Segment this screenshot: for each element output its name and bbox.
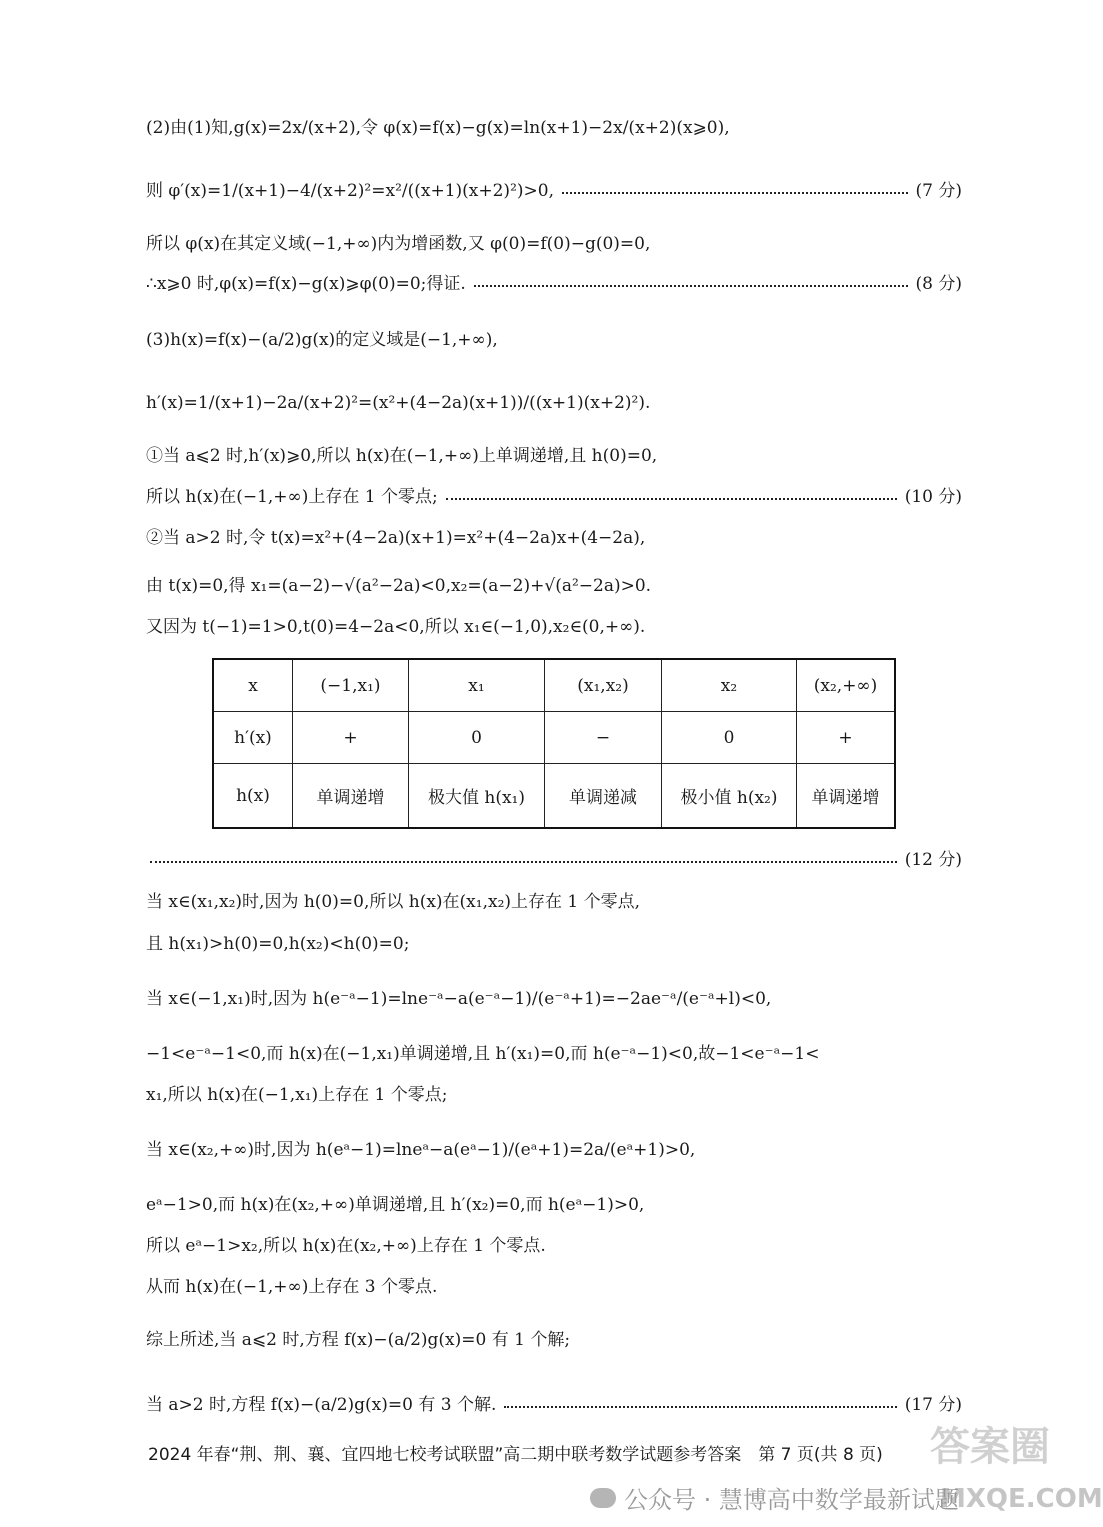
answer-line: 所以 eᵃ−1>x₂,所以 h(x)在(x₂,+∞)上存在 1 个零点. — [146, 1236, 546, 1256]
table-cell: 单调递减 — [545, 764, 662, 828]
page-footer: 2024 年春“荆、荆、襄、宜四地七校考试联盟”高二期中联考数学试题参考答案 第 7 页(共 8 页) — [148, 1445, 883, 1465]
answer-line: (2)由(1)知,g(x)=2x/(x+2),令 φ(x)=f(x)−g(x)=ln(x+1)−2x/(x+2)(x⩾0), — [146, 118, 730, 138]
answer-line: ①当 a⩽2 时,h′(x)⩾0,所以 h(x)在(−1,+∞)上单调递增,且 h(0)=0, — [146, 446, 658, 466]
answer-line: 当 x∈(x₂,+∞)时,因为 h(eᵃ−1)=lneᵃ−a(eᵃ−1)/(eᵃ+1)=2a/(eᵃ+1)>0, — [146, 1140, 696, 1160]
score-label: (17 分) — [904, 1395, 962, 1415]
answer-line: 所以 h(x)在(−1,+∞)上存在 1 个零点; (10 分) — [146, 484, 962, 510]
table-cell: − — [545, 712, 662, 764]
score-label: (10 分) — [904, 487, 962, 507]
watermark-account-text: 公众号 · 慧博高中数学最新试题 — [624, 1486, 959, 1514]
answer-line: 所以 φ(x)在其定义域(−1,+∞)内为增函数,又 φ(0)=f(0)−g(0)=0, — [146, 234, 651, 254]
answer-line: 且 h(x₁)>h(0)=0,h(x₂)<h(0)=0; — [146, 934, 410, 954]
answer-line: ∴x⩾0 时,φ(x)=f(x)−g(x)⩾φ(0)=0;得证. (8 分) — [146, 271, 962, 297]
answer-line: eᵃ−1>0,而 h(x)在(x₂,+∞)单调递增,且 h′(x₂)=0,而 h(eᵃ−1)>0, — [146, 1195, 645, 1215]
table-cell: (x₂,+∞) — [797, 659, 896, 712]
answer-line: h′(x)=1/(x+1)−2a/(x+2)²=(x²+(4−2a)(x+1))/((x+1)(x+2)²). — [146, 393, 651, 413]
answer-line: 当 x∈(−1,x₁)时,因为 h(e⁻ᵃ−1)=lne⁻ᵃ−a(e⁻ᵃ−1)/(e⁻ᵃ+1)=−2ae⁻ᵃ/(e⁻ᵃ+l)<0, — [146, 989, 772, 1009]
leader-dots — [446, 498, 897, 500]
answer-line: 从而 h(x)在(−1,+∞)上存在 3 个零点. — [146, 1277, 438, 1297]
table-cell: x — [213, 659, 293, 712]
answer-line: 由 t(x)=0,得 x₁=(a−2)−√(a²−2a)<0,x₂=(a−2)+√(a²−2a)>0. — [146, 576, 652, 596]
answer-line: x₁,所以 h(x)在(−1,x₁)上存在 1 个零点; — [146, 1085, 448, 1105]
score-label: (12 分) — [904, 850, 962, 870]
answer-line: 综上所述,当 a⩽2 时,方程 f(x)−(a/2)g(x)=0 有 1 个解; — [146, 1330, 571, 1350]
table-cell: 单调递增 — [293, 764, 409, 828]
sign-analysis-table — [212, 658, 896, 829]
leader-dots — [150, 861, 897, 863]
answer-line: −1<e⁻ᵃ−1<0,而 h(x)在(−1,x₁)单调递增,且 h′(x₁)=0,而 h(e⁻ᵃ−1)<0,故−1<e⁻ᵃ−1< — [146, 1044, 820, 1064]
answer-line: 则 φ′(x)=1/(x+1)−4/(x+2)²=x²/((x+1)(x+2)²)>0, (7 分) — [146, 178, 962, 204]
table-cell: x₂ — [662, 659, 797, 712]
table-cell: x₁ — [409, 659, 545, 712]
table-cell: h(x) — [213, 764, 293, 828]
table-cell: 单调递增 — [797, 764, 896, 828]
table-cell: + — [293, 712, 409, 764]
answer-line: 又因为 t(−1)=1>0,t(0)=4−2a<0,所以 x₁∈(−1,0),x₂∈(0,+∞). — [146, 617, 646, 637]
watermark-stamp: 答案圈 — [930, 1424, 1050, 1470]
answer-line: (3)h(x)=f(x)−(a/2)g(x)的定义域是(−1,+∞), — [146, 330, 498, 350]
table-cell: + — [797, 712, 896, 764]
watermark-site: MXQE.COM — [940, 1484, 1103, 1514]
answer-line: 当 x∈(x₁,x₂)时,因为 h(0)=0,所以 h(x)在(x₁,x₂)上存在 1 个零点, — [146, 892, 641, 912]
answer-line: ②当 a>2 时,令 t(x)=x²+(4−2a)(x+1)=x²+(4−2a)x+(4−2a), — [146, 528, 646, 548]
table-cell: h′(x) — [213, 712, 293, 764]
table-row — [213, 712, 895, 764]
table-row — [213, 764, 895, 828]
score-label: (8 分) — [915, 274, 962, 294]
table-cell: (x₁,x₂) — [545, 659, 662, 712]
table-cell: 0 — [662, 712, 797, 764]
answer-line: 当 a>2 时,方程 f(x)−(a/2)g(x)=0 有 3 个解. (17 分) — [146, 1392, 962, 1418]
table-cell: 极大值 h(x₁) — [409, 764, 545, 828]
table-row — [213, 659, 895, 712]
table-cell: 极小值 h(x₂) — [662, 764, 797, 828]
wechat-icon — [590, 1488, 616, 1508]
leader-dots — [504, 1406, 896, 1408]
table-cell: 0 — [409, 712, 545, 764]
table-cell: (−1,x₁) — [293, 659, 409, 712]
answer-line — [146, 847, 962, 873]
leader-dots — [562, 192, 908, 194]
score-label: (7 分) — [915, 181, 962, 201]
watermark-account — [590, 1480, 959, 1515]
leader-dots — [474, 285, 908, 287]
